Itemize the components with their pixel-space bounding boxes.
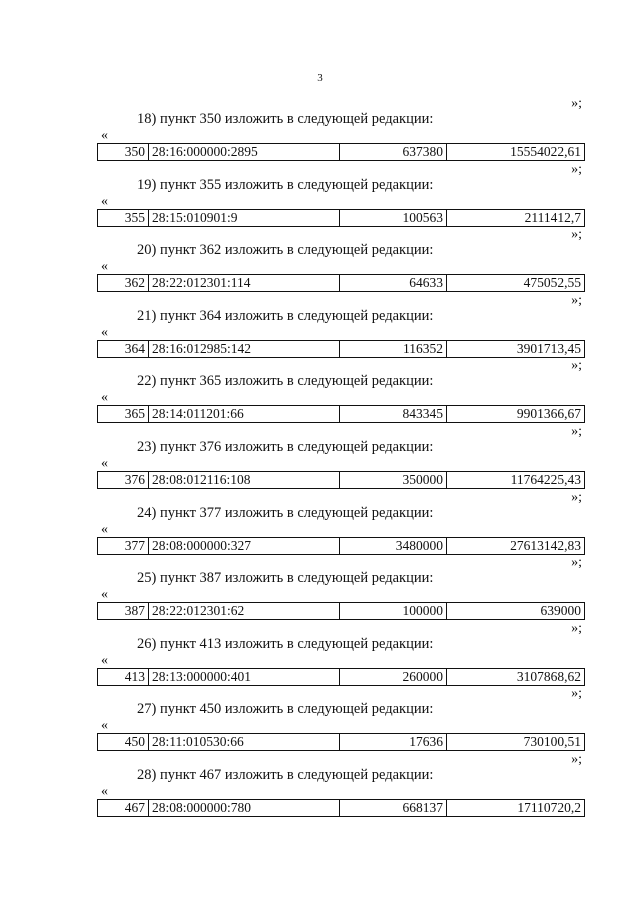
amendment-heading: 26) пункт 413 изложить в следующей редакции: (137, 635, 434, 652)
closing-quote: »; (571, 358, 582, 374)
amendment-entry (0, 162, 640, 228)
value-cell: 17110720,2 (517, 799, 581, 815)
cadastral-number-cell: 28:14:011201:66 (149, 406, 340, 422)
item-number-cell: 450 (98, 734, 149, 750)
closing-quote: »; (571, 292, 582, 308)
closing-quote: »; (571, 489, 582, 505)
area-cell: 3480000 (340, 538, 447, 554)
amendment-heading: 19) пункт 355 изложить в следующей редакции: (137, 176, 434, 193)
amendment-heading: 28) пункт 467 изложить в следующей редакции: (137, 766, 434, 783)
amendment-entry (0, 686, 640, 752)
amendment-entry (0, 358, 640, 424)
table-row (97, 274, 585, 292)
area-cell: 100000 (340, 603, 447, 619)
item-number-cell: 376 (98, 472, 149, 488)
value-cell: 730100,51 (523, 734, 581, 750)
amendment-entry (0, 293, 640, 359)
opening-quote: « (101, 324, 108, 340)
closing-quote: »; (571, 161, 582, 177)
item-number-cell: 413 (98, 669, 149, 685)
opening-quote: « (101, 193, 108, 209)
opening-quote: « (101, 128, 108, 143)
amendment-entry (0, 227, 640, 293)
cadastral-number-cell: 28:15:010901:9 (149, 210, 340, 226)
opening-quote: « (101, 455, 108, 471)
amendment-heading: 21) пункт 364 изложить в следующей редакции: (137, 307, 434, 324)
closing-quote: »; (571, 555, 582, 571)
closing-quote: »; (571, 751, 582, 767)
cadastral-number-cell: 28:08:012116:108 (149, 472, 340, 488)
area-cell: 116352 (340, 341, 447, 357)
closing-quote: »; (571, 227, 582, 243)
opening-quote: « (101, 259, 108, 275)
table-row (97, 668, 585, 686)
cadastral-number-cell: 28:13:000000:401 (149, 669, 340, 685)
value-cell: 639000 (540, 603, 581, 619)
table-row (97, 340, 585, 358)
amendment-heading: 24) пункт 377 изложить в следующей редакции: (137, 504, 434, 521)
amendment-heading: 23) пункт 376 изложить в следующей редакции: (137, 438, 434, 455)
amendment-entry (0, 96, 640, 162)
area-cell: 100563 (340, 210, 447, 226)
cadastral-number-cell: 28:16:000000:2895 (149, 144, 340, 160)
closing-quote: »; (571, 423, 582, 439)
value-cell: 3107868,62 (516, 668, 581, 684)
opening-quote: « (101, 587, 108, 603)
item-number-cell: 350 (98, 144, 149, 160)
table-row (97, 143, 585, 161)
amendment-heading: 25) пункт 387 изложить в следующей редакции: (137, 570, 434, 587)
amendment-entry (0, 555, 640, 621)
table-row (97, 537, 585, 555)
value-cell: 3901713,45 (516, 340, 581, 356)
value-cell: 11764225,43 (510, 471, 581, 487)
table-row (97, 733, 585, 751)
item-number-cell: 365 (98, 406, 149, 422)
cadastral-number-cell: 28:08:000000:780 (149, 800, 340, 816)
value-cell: 27613142,83 (510, 537, 581, 553)
table-row (97, 405, 585, 423)
opening-quote: « (101, 521, 108, 537)
table-row (97, 602, 585, 620)
amendment-entry (0, 490, 640, 556)
cadastral-number-cell: 28:11:010530:66 (149, 734, 340, 750)
cadastral-number-cell: 28:08:000000:327 (149, 538, 340, 554)
table-row (97, 471, 585, 489)
amendment-entry (0, 424, 640, 490)
amendment-heading: 22) пункт 365 изложить в следующей редакции: (137, 373, 434, 390)
area-cell: 637380 (340, 144, 447, 160)
opening-quote: « (101, 783, 108, 799)
value-cell: 475052,55 (523, 275, 581, 291)
item-number-cell: 387 (98, 603, 149, 619)
area-cell: 64633 (340, 275, 447, 291)
cadastral-number-cell: 28:22:012301:62 (149, 603, 340, 619)
page-number: 3 (317, 72, 323, 84)
opening-quote: « (101, 390, 108, 406)
table-row (97, 209, 585, 227)
item-number-cell: 355 (98, 210, 149, 226)
value-cell: 9901366,67 (516, 406, 581, 422)
table-row (97, 799, 585, 817)
amendment-entry (0, 752, 640, 818)
closing-quote: »; (571, 620, 582, 636)
amendment-heading: 27) пункт 450 изложить в следующей редакции: (137, 701, 434, 718)
closing-quote: »; (571, 96, 582, 111)
closing-quote: »; (571, 686, 582, 702)
item-number-cell: 362 (98, 275, 149, 291)
area-cell: 350000 (340, 472, 447, 488)
opening-quote: « (101, 718, 108, 734)
value-cell: 2111412,7 (524, 209, 581, 225)
cadastral-number-cell: 28:22:012301:114 (149, 275, 340, 291)
area-cell: 843345 (340, 406, 447, 422)
item-number-cell: 377 (98, 538, 149, 554)
amendment-heading: 18) пункт 350 изложить в следующей редакции: (137, 111, 434, 127)
area-cell: 17636 (340, 734, 447, 750)
amendment-entry (0, 621, 640, 687)
amendment-heading: 20) пункт 362 изложить в следующей редакции: (137, 242, 434, 259)
opening-quote: « (101, 652, 108, 668)
cadastral-number-cell: 28:16:012985:142 (149, 341, 340, 357)
area-cell: 668137 (340, 800, 447, 816)
amendment-list (0, 96, 640, 818)
item-number-cell: 467 (98, 800, 149, 816)
area-cell: 260000 (340, 669, 447, 685)
value-cell: 15554022,61 (510, 144, 581, 159)
item-number-cell: 364 (98, 341, 149, 357)
